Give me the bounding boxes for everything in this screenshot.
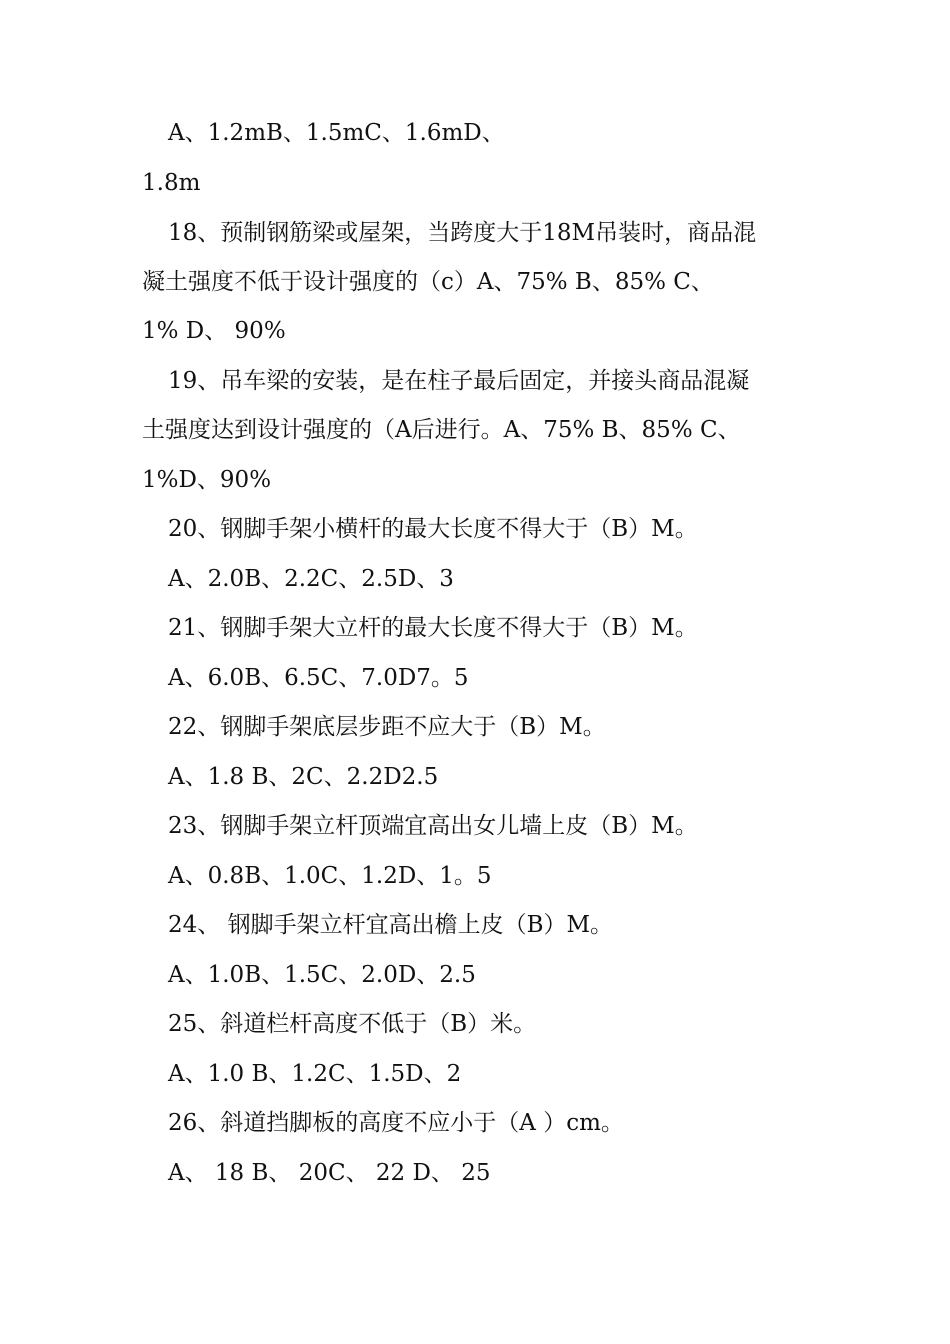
answer-options-24: A、1.0B、1.5C、2.0D、2.5 [168, 962, 476, 988]
question-18: 18、预制钢筋梁或屋架，当跨度大于18M吊装时，商品混 [168, 220, 757, 246]
answer-options-17: A、1.2mB、1.5mC、1.6mD、 [168, 120, 505, 146]
answer-options-22: A、1.8 B、2C、2.2D2.5 [168, 764, 439, 790]
question-21: 21、钢脚手架大立杆的最大长度不得大于（B）M。 [168, 615, 698, 641]
question-18-cont-1: 凝土强度不低于设计强度的（c）A、75% B、85% C、 [142, 269, 714, 295]
question-22: 22、钢脚手架底层步距不应大于（B）M。 [168, 714, 606, 740]
question-19-cont-2: 1%D、90% [142, 467, 272, 493]
question-19: 19、吊车梁的安装，是在柱子最后固定，并接头商品混凝 [168, 368, 750, 394]
answer-options-20: A、2.0B、2.2C、2.5D、3 [168, 566, 454, 592]
question-24: 24、 钢脚手架立杆宜高出檐上皮（B）M。 [168, 912, 614, 938]
answer-options-17-cont: 1.8m [142, 170, 201, 196]
question-25: 25、斜道栏杆高度不低于（B）米。 [168, 1011, 537, 1037]
answer-options-26: A、 18 B、 20C、 22 D、 25 [168, 1160, 491, 1186]
question-18-cont-2: 1% D、 90% [142, 318, 286, 344]
answer-options-21: A、6.0B、6.5C、7.0D7。5 [168, 665, 469, 691]
question-23: 23、钢脚手架立杆顶端宜高出女儿墙上皮（B）M。 [168, 813, 698, 839]
answer-options-23: A、0.8B、1.0C、1.2D、1。5 [168, 863, 492, 889]
question-26: 26、斜道挡脚板的高度不应小于（A ）cm。 [168, 1110, 624, 1136]
question-20: 20、钢脚手架小横杆的最大长度不得大于（B）M。 [168, 516, 698, 542]
question-19-cont-1: 土强度达到设计强度的（A后进行。A、75% B、85% C、 [142, 417, 741, 443]
answer-options-25: A、1.0 B、1.2C、1.5D、2 [168, 1061, 462, 1087]
